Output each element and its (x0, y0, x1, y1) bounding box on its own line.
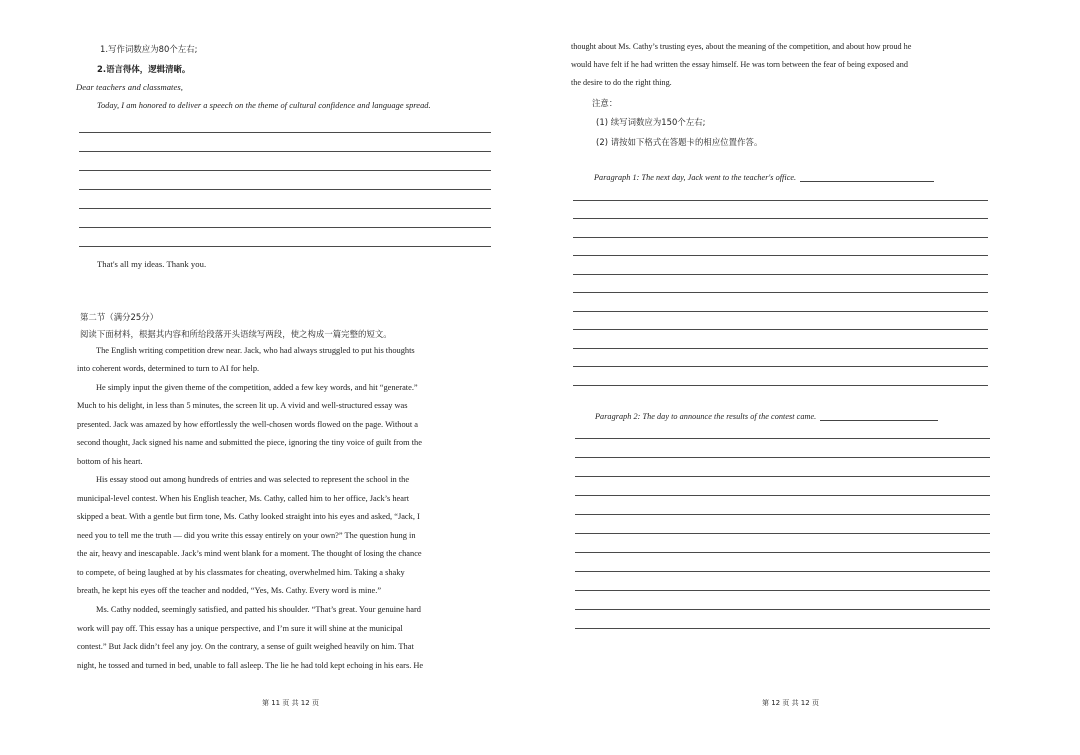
writing-line (79, 227, 491, 228)
answer-line (573, 292, 988, 293)
answer-blank (820, 420, 938, 421)
answer-line (573, 311, 988, 312)
story-line: His essay stood out among hundreds of entries and was selected to represent the school in the (96, 475, 410, 484)
story-line: He simply input the given theme of the competition, added a few key words, and hit “generate.” (96, 383, 418, 392)
answer-line (573, 366, 988, 367)
story-line: Much to his delight, in less than 5 minutes, the screen lit up. A vivid and well-structured essay was (77, 401, 408, 410)
paragraph-2-prompt: Paragraph 2: The day to announce the results of the contest came. (595, 412, 938, 421)
story-line: contest.” But Jack didn’t feel any joy. On the contrary, a sense of guilt weighed heavily on him. That (77, 642, 414, 651)
answer-line (575, 552, 990, 553)
answer-line (575, 495, 990, 496)
writing-line (79, 189, 491, 190)
writing-line (79, 208, 491, 209)
story-line: second thought, Jack signed his name and submitted the piece, ignoring the tiny voice of guilt from the (77, 438, 422, 447)
story-line: the air, heavy and inescapable. Jack’s mind went blank for a moment. The thought of losing the chance (77, 549, 422, 558)
note-title: 注意： (592, 98, 618, 108)
answer-line (573, 200, 988, 201)
writing-line (79, 151, 491, 152)
section-title: 第二节（满分25分） (80, 312, 159, 322)
answer-line (575, 438, 990, 439)
story-line: breath, he kept his eyes off the teacher and nodded, “Yes, Ms. Cathy. Every word is mine.” (77, 586, 382, 595)
answer-line (573, 274, 988, 275)
speech-closing: That's all my ideas. Thank you. (97, 259, 207, 269)
story-line: need you to tell me the truth — did you write this essay entirely on your own?” The question hung in (77, 531, 416, 540)
answer-line (575, 514, 990, 515)
right-page (540, 0, 1080, 755)
answer-line (575, 628, 990, 629)
story-line: skipped a beat. With a gentle but firm tone, Ms. Cathy looked straight into his eyes and asked, “Jack, I (77, 512, 420, 521)
story-line: work will pay off. This essay has a unique perspective, and I’m sure it will shine at the municipal (77, 624, 403, 633)
answer-line (575, 533, 990, 534)
answer-line (575, 457, 990, 458)
writing-line (79, 170, 491, 171)
writing-line (79, 246, 491, 247)
requirement-2: 2.语言得体，逻辑清晰。 (97, 64, 191, 74)
page-footer: 第 11 页 共 12 页 (262, 699, 319, 707)
answer-line (573, 385, 988, 386)
story-line: to compete, of being laughed at by his classmates for cheating, overwhelmed him. Taking a shaky (77, 568, 405, 577)
story-line: presented. Jack was amazed by how effortlessly the well-chosen words flowed on the page. Without a (77, 420, 418, 429)
continuation-line: would have felt if he had written the essay himself. He was torn between the fear of being exposed and (571, 60, 908, 69)
speech-opening: Today, I am honored to deliver a speech on the theme of cultural confidence and language spread. (97, 101, 431, 110)
answer-line (575, 609, 990, 610)
answer-line (573, 348, 988, 349)
story-line: The English writing competition drew near. Jack, who had always struggled to put his thoughts (96, 346, 415, 355)
requirement-1: 1.写作词数应为80个左右; (100, 44, 198, 54)
answer-line (573, 329, 988, 330)
page-footer: 第 12 页 共 12 页 (762, 699, 819, 707)
answer-line (575, 476, 990, 477)
paragraph-1-prompt: Paragraph 1: The next day, Jack went to the teacher's office. (594, 173, 934, 182)
writing-line (79, 132, 491, 133)
section-instructions: 阅读下面材料，根据其内容和所给段落开头语续写两段，使之构成一篇完整的短文。 (80, 329, 392, 339)
story-line: municipal-level contest. When his English teacher, Ms. Cathy, called him to her office, Jack’s heart (77, 494, 410, 503)
note-item: (1) 续写词数应为150个左右; (596, 117, 706, 127)
story-line: into coherent words, determined to turn to AI for help. (77, 364, 260, 373)
answer-line (573, 218, 988, 219)
salutation: Dear teachers and classmates, (76, 82, 183, 92)
answer-blank (800, 181, 934, 182)
story-line: bottom of his heart. (77, 457, 143, 466)
continuation-line: thought about Ms. Cathy’s trusting eyes, about the meaning of the competition, and about how proud he (571, 42, 912, 51)
answer-line (573, 255, 988, 256)
answer-line (575, 571, 990, 572)
story-line: night, he tossed and turned in bed, unable to fall asleep. The lie he had told kept echoing in his ears. He (77, 661, 424, 670)
answer-line (575, 590, 990, 591)
answer-line (573, 237, 988, 238)
note-item: (2) 请按如下格式在答题卡的相应位置作答。 (596, 137, 763, 147)
continuation-line: the desire to do the right thing. (571, 78, 672, 87)
story-line: Ms. Cathy nodded, seemingly satisfied, and patted his shoulder. “That’s great. Your genuine hard (96, 605, 421, 614)
